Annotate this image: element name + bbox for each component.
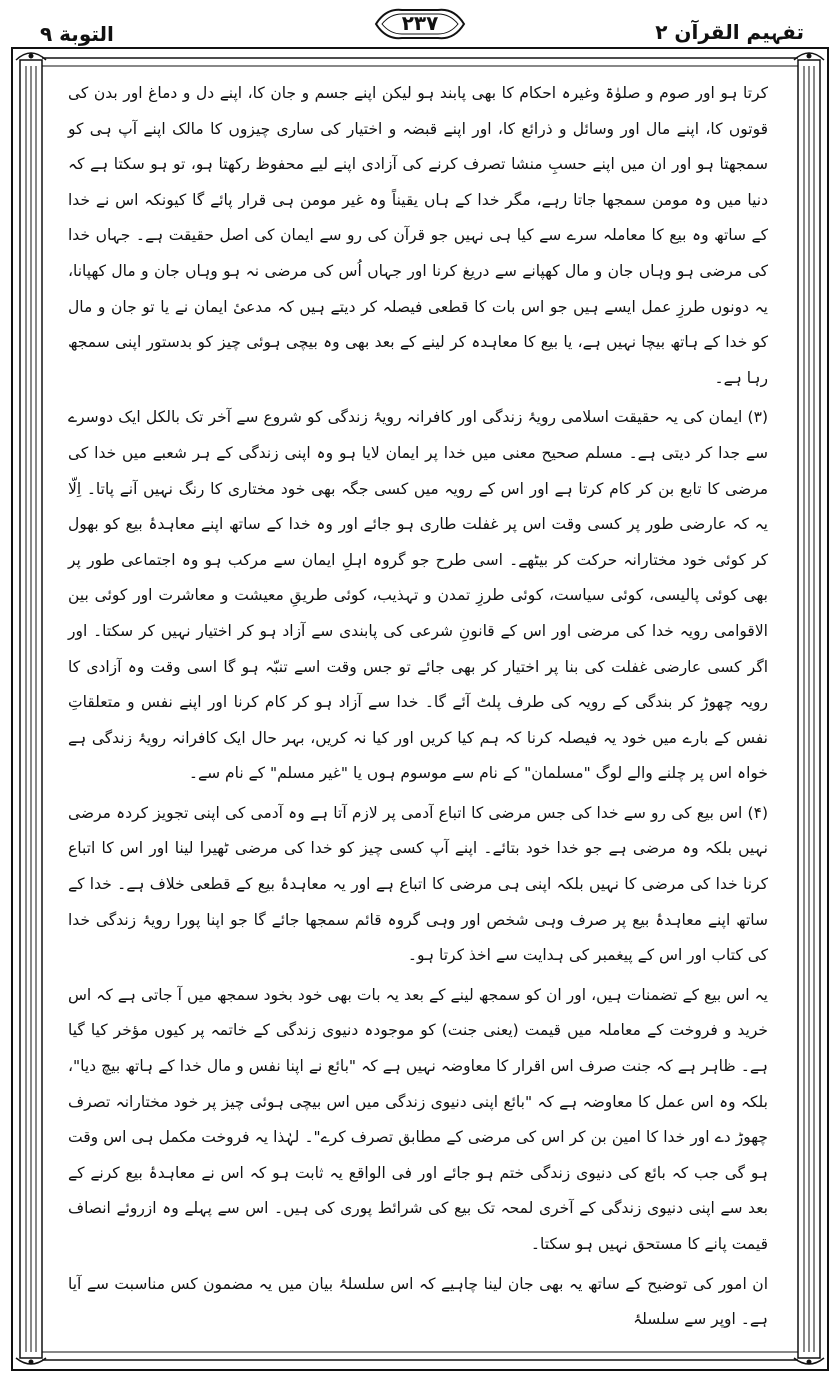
paragraph: (۳) ایمان کی یہ حقیقت اسلامی رویۂ زندگی اور کافرانہ رویۂ زندگی کو شروع سے آخر تک بالکل ایک دوسرے سے جدا کر دیتی ہے۔ مسلم صحیح معنی میں خدا پر ایمان لایا ہو وہ اپنی زندگی کے ہر شعبے میں خدا کی مرضی کا تابع بن کر کام کرتا ہے اور اس کے رویہ میں کسی جگہ بھی خود مختاری کا رنگ نہیں آنے پاتا۔ اِلّا یہ کہ عارضی طور پر کسی وقت اس پر غفلت طاری ہو جائے اور وہ خدا کے ساتھ اپنے معاہدۂ بیع کو بھول کر کوئی خود مختارانہ حرکت کر بیٹھے۔ اسی طرح جو گروہ اہلِ ایمان سے مرکب ہو وہ اجتماعی طور پر بھی کوئی پالیسی، کوئی سیاست، کوئی طرزِ تمدن و تہذیب، کوئی طریقِ معیشت و معاشرت اور کوئی بین الاقوامی رویہ خدا کی مرضی اور اس کے قانونِ شرعی کی پابندی سے آزاد ہو کر اختیار نہیں کر سکتا۔ اور اگر کسی عارضی غفلت کی بنا پر اختیار کر بھی جائے تو جس وقت اسے تنبّہ ہو گا اسی وقت وہ آزادی کا رویہ چھوڑ کر بندگی کے رویہ کی طرف پلٹ آئے گا۔ خدا سے آزاد ہو کر کام کرنا اور اپنے نفس و متعلقاتِ نفس کے بارے میں خود یہ فیصلہ کرنا کہ ہم کیا کریں اور کیا نہ کریں، بہر حال ایک کافرانہ رویۂ زندگی ہے خواہ اس پر چلنے والے لوگ "مسلمان" کے نام سے موسوم ہوں یا "غیر مسلم" کے نام سے۔ [68,408,768,783]
book-title: تفہیم القرآن ۲ [655,20,804,44]
paragraph: کرتا ہو اور صوم و صلوٰۃ وغیرہ احکام کا بھی پابند ہو لیکن اپنے جسم و جان کا، اپنے دل و دماغ اور بدن کی قوتوں کا، اپنے مال اور وسائل و ذرائع کا، اور اپنے قبضہ و اختیار کی ساری چیزوں کا مالک اپنے آپ ہی کو سمجھتا ہو اور ان میں اپنے حسبِ منشا تصرف کرنے کی آزادی اپنے لیے محفوظ رکھتا ہو، تو ہو سکتا ہے کہ دنیا میں وہ مومن سمجھا جاتا رہے، مگر خدا کے ہاں یقیناً وہ غیر مومن ہی قرار پائے گا کیونکہ اس نے خدا کے ساتھ وہ بیع کا معاملہ سرے سے کیا ہی نہیں جو قرآن کی رو سے ایمان کی اصل حقیقت ہے۔ جہاں خدا کی مرضی ہو وہاں جان و مال کھپانے سے دریغ کرنا اور جہاں اُس کی مرضی نہ ہو وہاں جان و مال کھپانا، یہ دونوں طرزِ عمل ایسے ہیں جو اس بات کا قطعی فیصلہ کر دیتے ہیں کہ مدعیٔ ایمان نے یا تو جان و مال کو خدا کے ہاتھ بیچا نہیں ہے، یا بیع کا معاہدہ کر لینے کے بعد بھی وہ بیچی ہوئی چیز کو بدستور اپنی سمجھ رہا ہے۔ [68,84,768,387]
surah-name: التوبة ۹ [40,22,114,46]
paragraph: (۴) اس بیع کی رو سے خدا کی جس مرضی کا اتباع آدمی پر لازم آتا ہے وہ آدمی کی اپنی تجویز کردہ مرضی نہیں بلکہ وہ مرضی ہے جو خدا خود بتائے۔ اپنے آپ کسی چیز کو خدا کی مرضی ٹھیرا لینا اور اس کا اتباع کرنا خدا کی مرضی کا نہیں بلکہ اپنی ہی مرضی کا اتباع ہے اور یہ معاہدۂ بیع کے قطعی خلاف ہے۔ خدا کے ساتھ اپنے معاہدۂ بیع پر صرف وہی شخص اور وہی گروہ قائم سمجھا جائے گا جو اپنا پورا رویۂ زندگی خدا کی کتاب اور اس کے پیغمبر کی ہدایت سے اخذ کرتا ہو۔ [68,803,768,965]
commentary-text [68,76,768,1356]
paragraph: ان امور کی توضیح کے ساتھ یہ بھی جان لینا چاہیے کہ اس سلسلۂ بیان میں یہ مضمون کس مناسبت سے آیا ہے۔ اوپر سے سلسلۂ [68,1274,768,1329]
page-number: ۲۳۷ [401,11,439,35]
paragraph: یہ اس بیع کے تضمنات ہیں، اور ان کو سمجھ لینے کے بعد یہ بات بھی خود بخود سمجھ میں آ جاتی ہے کہ اس خرید و فروخت کے معاملہ میں قیمت (یعنی جنت) کو موجودہ دنیوی زندگی کے خاتمہ پر کیوں مؤخر کیا گیا ہے۔ ظاہر ہے کہ جنت صرف اس اقرار کا معاوضہ نہیں ہے کہ "بائع نے اپنا نفس و مال خدا کے ہاتھ بیچ دیا"، بلکہ وہ اس عمل کا معاوضہ ہے کہ "بائع اپنی دنیوی زندگی میں اس بیچی ہوئی چیز پر خود مختارانہ تصرف چھوڑ دے اور خدا کا امین بن کر اس کی مرضی کے مطابق تصرف کرے"۔ لہٰذا یہ فروخت مکمل ہی اس وقت ہو گی جب کہ بائع کی دنیوی زندگی ختم ہو جائے اور فی الواقع یہ ثابت ہو کہ اس نے معاہدۂ بیع کرنے کے بعد سے اپنی دنیوی زندگی کے آخری لمحہ تک بیع کی شرائط پوری کی ہیں۔ اس سے پہلے وہ ازروئے انصاف قیمت پانے کا مستحق نہیں ہو سکتا۔ [68,985,768,1253]
page-number-ornament [372,4,468,44]
